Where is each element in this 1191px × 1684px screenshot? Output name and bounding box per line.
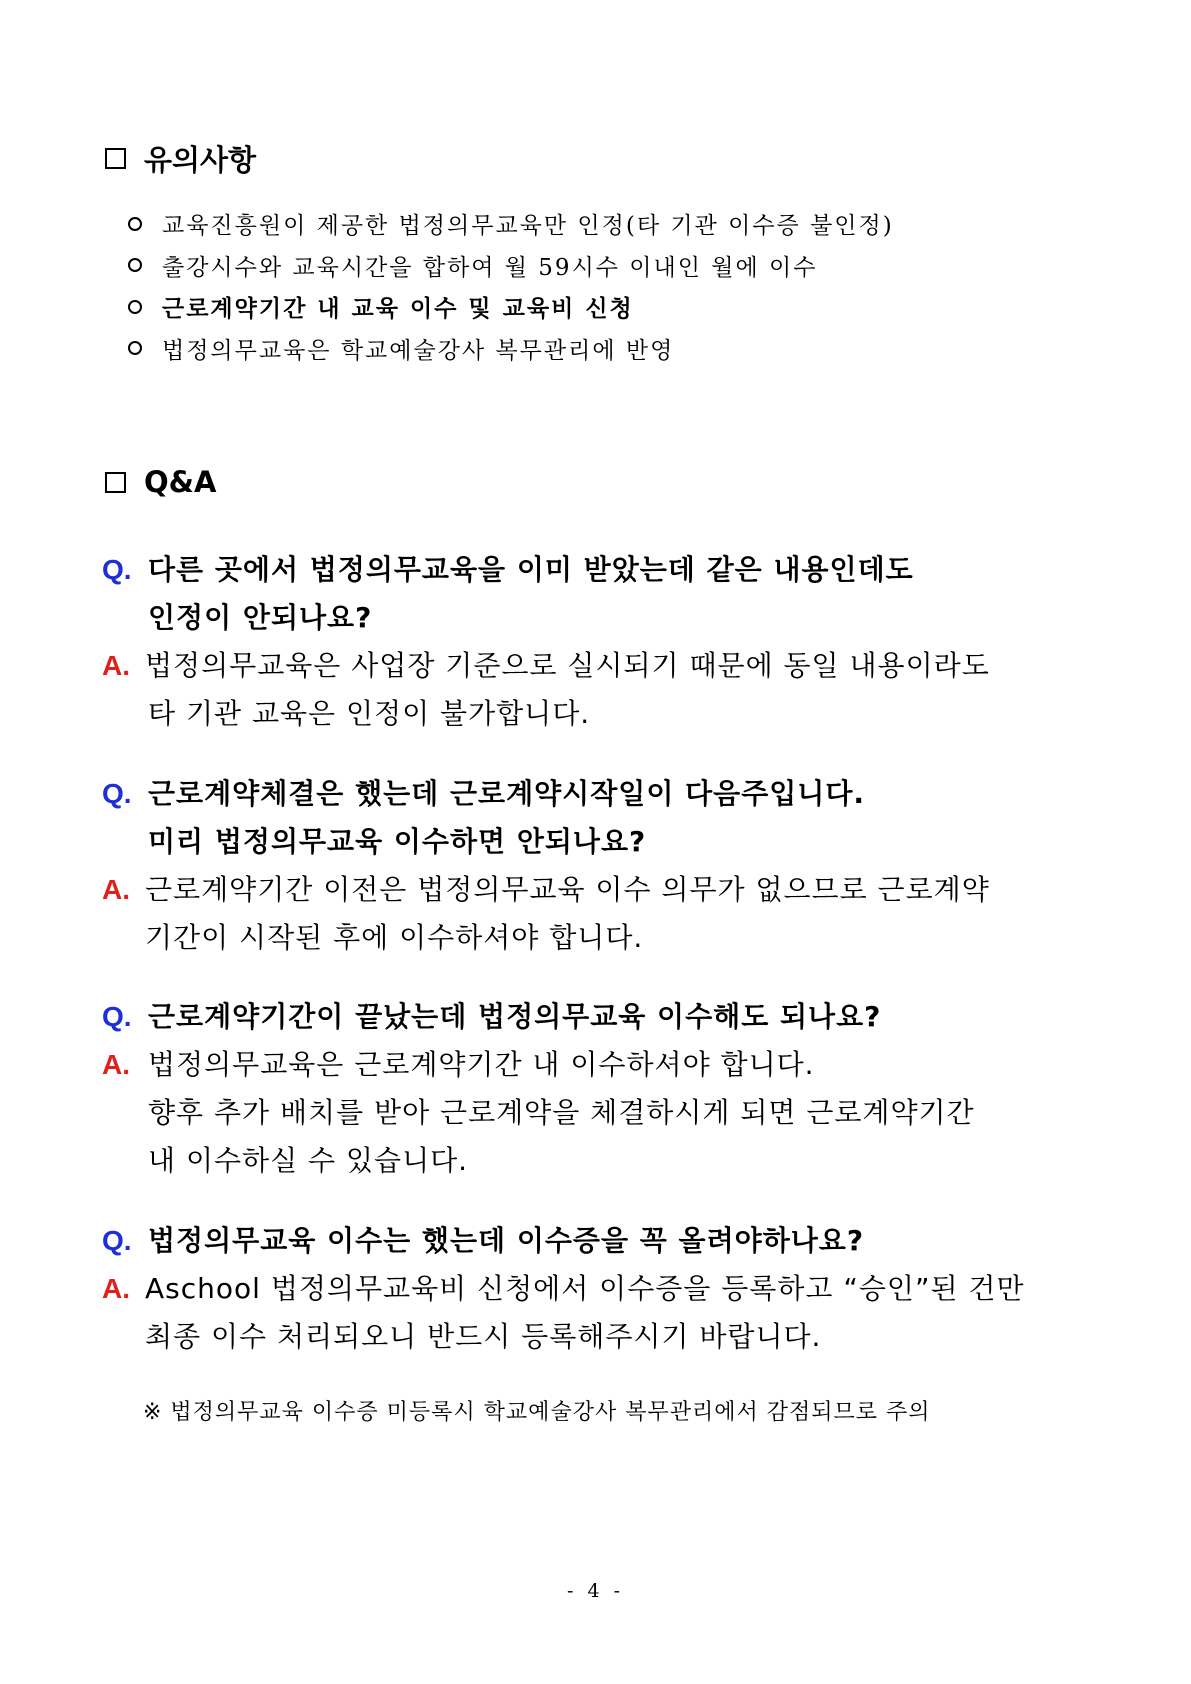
answer-line: [102, 1313, 1102, 1361]
question-text: 근로계약체결은 했는데 근로계약시작일이 다음주입니다.: [148, 777, 866, 810]
checkbox-square-icon: [105, 148, 126, 169]
question-text: 인정이 안되나요?: [148, 601, 373, 634]
question-text: 다른 곳에서 법정의무교육을 이미 받았는데 같은 내용인데도: [148, 553, 914, 586]
notice-item-text: 근로계약기간 내 교육 이수 및 교육비 신청: [162, 296, 634, 323]
answer-line: [102, 914, 1102, 962]
checkbox-square-icon: [105, 472, 126, 493]
answer-text: 근로계약기간 이전은 법정의무교육 이수 의무가 없으므로 근로계약: [145, 873, 990, 906]
question-text: 법정의무교육 이수는 했는데 이수증을 꼭 올려야하나요?: [148, 1224, 865, 1257]
answer-marker: A.: [102, 650, 130, 681]
qa-title: Q&A: [144, 465, 217, 499]
notice-item-text: 법정의무교육은 학교예술강사 복무관리에 반영: [162, 337, 675, 364]
notice-item-text: 출강시수와 교육시간을 합하여 월 59시수 이내인 월에 이수: [162, 254, 818, 281]
question-text: 미리 법정의무교육 이수하면 안되나요?: [148, 825, 647, 858]
question-marker: Q.: [102, 778, 132, 809]
notice-item-text: 교육진흥원이 제공한 법정의무교육만 인정(타 기관 이수증 불인정): [162, 213, 894, 240]
notice-heading: [105, 138, 256, 179]
answer-line: [102, 1137, 1102, 1185]
question-marker: Q.: [102, 1225, 132, 1256]
question-line: [102, 818, 1102, 866]
question-line: [102, 993, 1102, 1041]
question-line: [102, 1217, 1102, 1265]
answer-text: Aschool 법정의무교육비 신청에서 이수증을 등록하고 “승인”된 건만: [145, 1272, 1025, 1305]
notice-item: [128, 286, 894, 328]
answer-text: 법정의무교육은 사업장 기준으로 실시되기 때문에 동일 내용이라도: [145, 649, 990, 682]
question-line: [102, 594, 1102, 642]
notice-title: 유의사항: [144, 143, 257, 177]
question-text: 근로계약기간이 끝났는데 법정의무교육 이수해도 되나요?: [148, 1000, 882, 1033]
answer-text: 향후 추가 배치를 받아 근로계약을 체결하시게 되면 근로계약기간: [148, 1096, 975, 1129]
page-number: - 4 -: [566, 1580, 624, 1602]
answer-line: [102, 1089, 1102, 1137]
answer-text: 타 기관 교육은 인정이 불가합니다.: [148, 697, 591, 730]
answer-line: [102, 1265, 1102, 1313]
answer-line: [102, 866, 1102, 914]
footnote: ※ 법정의무교육 이수증 미등록시 학교예술강사 복무관리에서 감점되므로 주의: [143, 1400, 931, 1425]
qa-heading: [105, 465, 216, 499]
question-line: [102, 546, 1102, 594]
answer-text: 최종 이수 처리되오니 반드시 등록해주시기 바랍니다.: [145, 1320, 822, 1353]
answer-marker: A.: [102, 1049, 130, 1080]
qa-entry: [102, 1217, 1102, 1361]
qa-entry: [102, 546, 1102, 738]
qa-entry: [102, 993, 1102, 1185]
notice-list: [128, 203, 894, 369]
circle-bullet-icon: [128, 300, 142, 314]
qa-entry: [102, 770, 1102, 962]
answer-marker: A.: [102, 1273, 130, 1304]
answer-line: [102, 642, 1102, 690]
question-marker: Q.: [102, 1001, 132, 1032]
question-line: [102, 770, 1102, 818]
circle-bullet-icon: [128, 258, 142, 272]
notice-item: [128, 245, 894, 287]
circle-bullet-icon: [128, 217, 142, 231]
answer-text: 기간이 시작된 후에 이수하셔야 합니다.: [145, 921, 644, 954]
question-marker: Q.: [102, 554, 132, 585]
answer-line: [102, 1041, 1102, 1089]
answer-text: 내 이수하실 수 있습니다.: [148, 1144, 469, 1177]
notice-item: [128, 203, 894, 245]
circle-bullet-icon: [128, 341, 142, 355]
answer-text: 법정의무교육은 근로계약기간 내 이수하셔야 합니다.: [148, 1048, 815, 1081]
notice-item: [128, 328, 894, 370]
answer-marker: A.: [102, 874, 130, 905]
answer-line: [102, 690, 1102, 738]
